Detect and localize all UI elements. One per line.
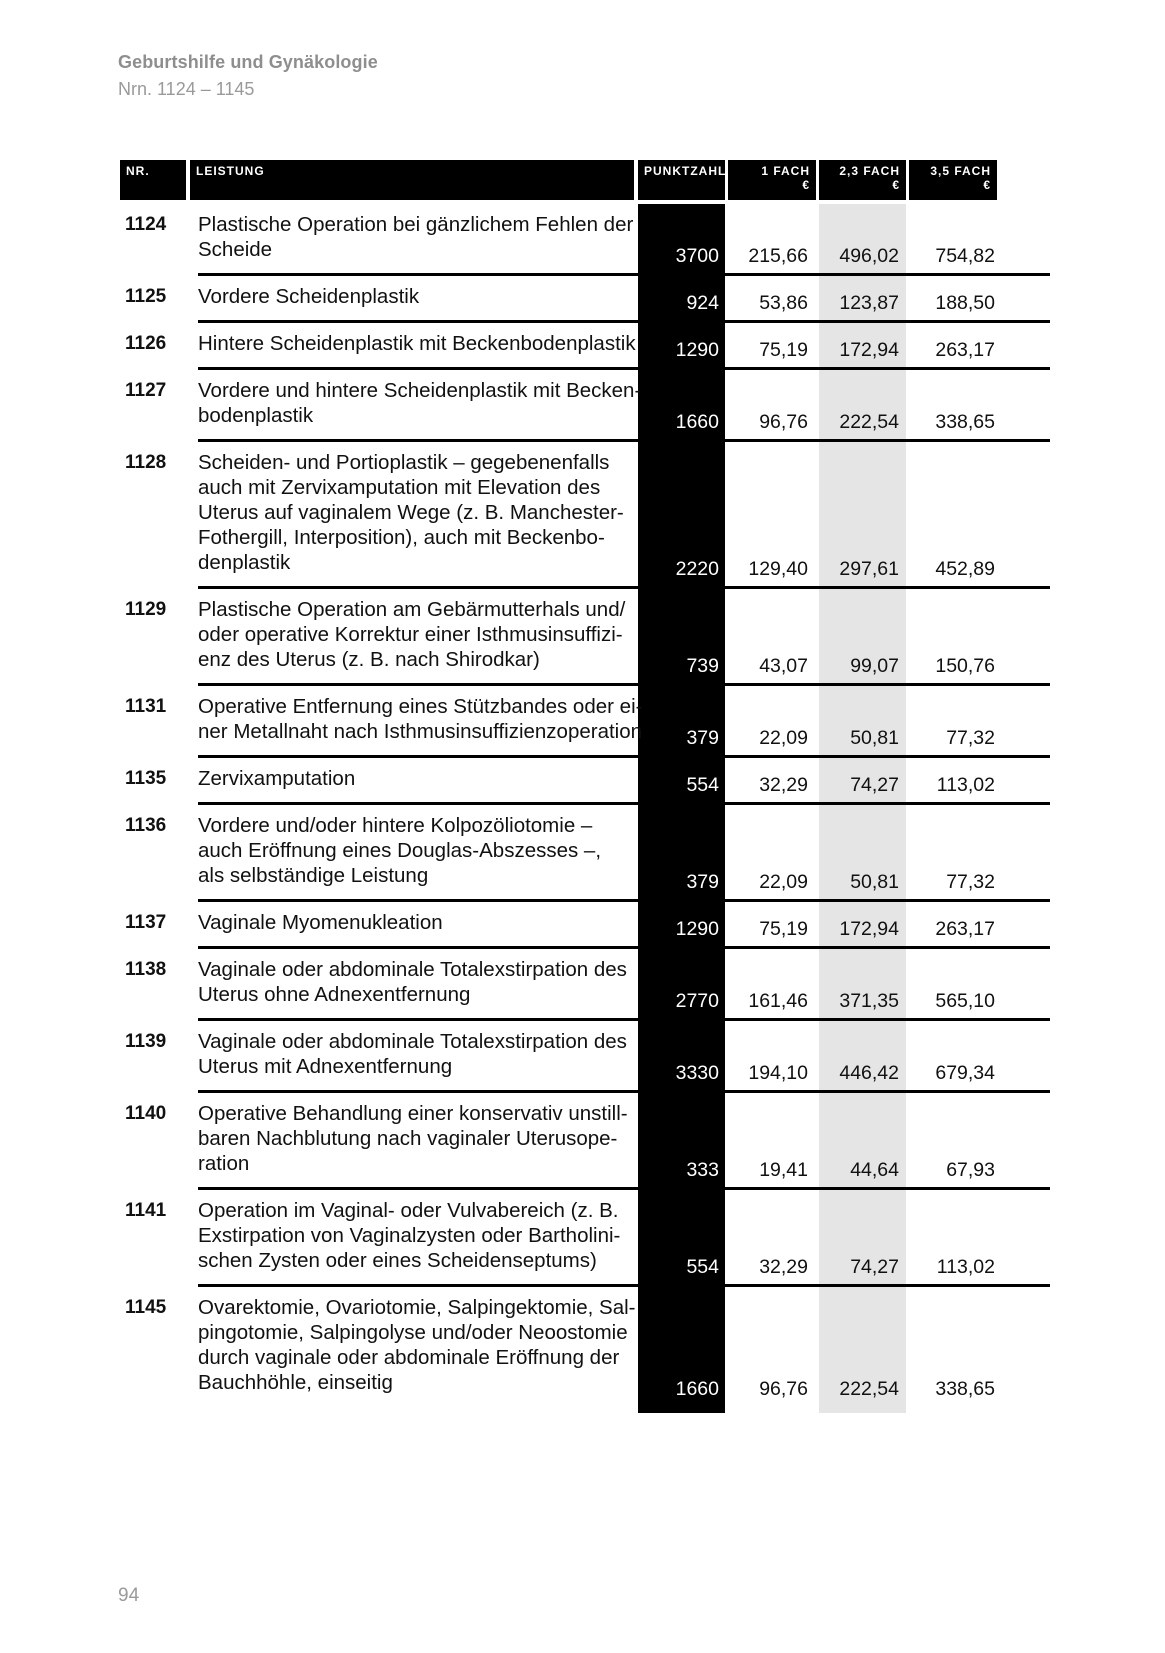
table-row (120, 1093, 1050, 1190)
leistung-line: denplastik (198, 551, 291, 574)
leistung-line: Fothergill, Interposition), auch mit Beckenbo- (198, 526, 605, 549)
row-number: 1145 (125, 1297, 167, 1318)
table-row (120, 276, 1050, 323)
row-leistung (198, 813, 668, 888)
row-2-3-fach: 50,81 (850, 727, 899, 749)
row-number: 1137 (125, 912, 167, 933)
header-leistung: LEISTUNG (190, 160, 634, 200)
leistung-line: auch Eröffnung eines Douglas-Abszesses –, (198, 839, 602, 862)
row-number: 1135 (125, 768, 167, 789)
chapter-title: Geburtshilfe und Gynäkologie (118, 52, 378, 72)
header-punktzahl: PUNKTZAHL (638, 160, 725, 200)
leistung-line: als selbständige Leistung (198, 864, 429, 887)
row-3-5-fach: 77,32 (946, 871, 995, 893)
row-punktzahl: 3700 (675, 245, 719, 267)
row-2-3-fach: 74,27 (850, 774, 899, 796)
leistung-line: Operative Entfernung eines Stützbandes oder ei- (198, 695, 643, 718)
leistung-line: baren Nachblutung nach vaginaler Uterusope- (198, 1127, 618, 1150)
row-leistung (198, 910, 668, 935)
row-1-fach: 96,76 (759, 411, 808, 433)
header-1-fach (728, 160, 816, 200)
row-1-fach: 129,40 (748, 558, 808, 580)
row-number: 1127 (125, 380, 167, 401)
table-row (120, 949, 1050, 1021)
leistung-line: Vordere und hintere Scheidenplastik mit Becken- (198, 379, 642, 402)
leistung-line: Hintere Scheidenplastik mit Beckenbodenplastik (198, 332, 636, 355)
row-2-3-fach: 297,61 (839, 558, 899, 580)
row-leistung (198, 450, 668, 575)
table-row (120, 805, 1050, 902)
table-row (120, 686, 1050, 758)
row-1-fach: 75,19 (759, 339, 808, 361)
row-1-fach: 43,07 (759, 655, 808, 677)
leistung-line: Uterus mit Adnexentfernung (198, 1055, 453, 1078)
row-punktzahl: 1660 (675, 1378, 719, 1400)
row-3-5-fach: 338,65 (935, 411, 995, 433)
row-leistung (198, 597, 668, 672)
row-1-fach: 194,10 (748, 1062, 808, 1084)
row-2-3-fach: 172,94 (839, 918, 899, 940)
table-row (120, 370, 1050, 442)
row-3-5-fach: 67,93 (946, 1159, 995, 1181)
row-2-3-fach: 446,42 (839, 1062, 899, 1084)
row-2-3-fach: 44,64 (850, 1159, 899, 1181)
leistung-line: Operation im Vaginal- oder Vulvabereich (z. B. (198, 1199, 619, 1222)
row-punktzahl: 924 (686, 292, 719, 314)
leistung-line: Bauchhöhle, einseitig (198, 1371, 393, 1394)
table-row (120, 323, 1050, 370)
leistung-line: Plastische Operation bei gänzlichem Fehlen der (198, 213, 634, 236)
leistung-line: Vordere Scheidenplastik (198, 285, 420, 308)
table-row (120, 902, 1050, 949)
row-3-5-fach: 263,17 (935, 918, 995, 940)
leistung-line: durch vaginale oder abdominale Eröffnung der (198, 1346, 620, 1369)
header-3-5-fach (909, 160, 997, 200)
leistung-line: Operative Behandlung einer konservativ unstill- (198, 1102, 628, 1125)
leistung-line: Vaginale Myomenukleation (198, 911, 443, 934)
row-3-5-fach: 188,50 (935, 292, 995, 314)
row-2-3-fach: 123,87 (839, 292, 899, 314)
row-number: 1128 (125, 452, 167, 473)
header-3-5-fach-currency: € (983, 178, 991, 192)
leistung-line: ration (198, 1152, 250, 1175)
header-2-3-fach-label: 2,3 FACH (839, 164, 900, 178)
row-leistung (198, 378, 668, 428)
leistung-line: Ovarektomie, Ovariotomie, Salpingektomie, Sal- (198, 1296, 636, 1319)
row-2-3-fach: 496,02 (839, 245, 899, 267)
row-number: 1124 (125, 214, 167, 235)
row-1-fach: 75,19 (759, 918, 808, 940)
row-number: 1131 (125, 696, 167, 717)
table-row (120, 1287, 1050, 1409)
row-punktzahl: 2220 (675, 558, 719, 580)
row-2-3-fach: 222,54 (839, 1378, 899, 1400)
leistung-line: ner Metallnaht nach Isthmusinsuffizienzoperation (198, 720, 643, 743)
row-number: 1129 (125, 599, 167, 620)
table-row (120, 204, 1050, 276)
row-leistung (198, 212, 668, 262)
row-2-3-fach: 50,81 (850, 871, 899, 893)
table-row (120, 1190, 1050, 1287)
row-1-fach: 19,41 (759, 1159, 808, 1181)
row-1-fach: 32,29 (759, 774, 808, 796)
row-2-3-fach: 371,35 (839, 990, 899, 1012)
header-1-fach-label: 1 FACH (761, 164, 810, 178)
row-leistung (198, 957, 668, 1007)
row-leistung (198, 1101, 668, 1176)
leistung-line: Uterus auf vaginalem Wege (z. B. Manchester- (198, 501, 624, 524)
row-punktzahl: 379 (686, 871, 719, 893)
row-3-5-fach: 679,34 (935, 1062, 995, 1084)
row-leistung (198, 284, 668, 309)
leistung-line: Vaginale oder abdominale Totalexstirpation des (198, 958, 627, 981)
row-1-fach: 22,09 (759, 871, 808, 893)
leistung-line: Scheide (198, 238, 273, 261)
row-1-fach: 32,29 (759, 1256, 808, 1278)
row-1-fach: 22,09 (759, 727, 808, 749)
row-3-5-fach: 113,02 (936, 1256, 995, 1278)
row-number: 1139 (125, 1031, 167, 1052)
row-leistung (198, 694, 668, 744)
leistung-line: Vaginale oder abdominale Totalexstirpation des (198, 1030, 627, 1053)
row-3-5-fach: 754,82 (935, 245, 995, 267)
leistung-line: enz des Uterus (z. B. nach Shirodkar) (198, 648, 540, 671)
page-number: 94 (118, 1585, 140, 1606)
row-punktzahl: 554 (686, 774, 719, 796)
leistung-line: Uterus ohne Adnexentfernung (198, 983, 471, 1006)
row-3-5-fach: 77,32 (946, 727, 995, 749)
row-punktzahl: 1290 (675, 339, 719, 361)
page-header (118, 52, 378, 100)
row-1-fach: 53,86 (759, 292, 808, 314)
row-punktzahl: 2770 (675, 990, 719, 1012)
row-2-3-fach: 172,94 (839, 339, 899, 361)
row-3-5-fach: 113,02 (936, 774, 995, 796)
leistung-line: pingotomie, Salpingolyse und/oder Neoostomie (198, 1321, 628, 1344)
leistung-line: Plastische Operation am Gebärmutterhals und/ (198, 598, 626, 621)
row-punktzahl: 333 (686, 1159, 719, 1181)
row-3-5-fach: 338,65 (935, 1378, 995, 1400)
row-leistung (198, 1295, 668, 1395)
row-punktzahl: 379 (686, 727, 719, 749)
header-2-3-fach-currency: € (892, 178, 900, 192)
header-3-5-fach-label: 3,5 FACH (930, 164, 991, 178)
row-leistung (198, 766, 668, 791)
row-1-fach: 161,46 (748, 990, 808, 1012)
header-2-3-fach (819, 160, 906, 200)
header-nr: NR. (120, 160, 186, 200)
chapter-subtitle: Nrn. 1124 – 1145 (118, 79, 255, 99)
row-punktzahl: 1290 (675, 918, 719, 940)
row-3-5-fach: 150,76 (935, 655, 995, 677)
row-punktzahl: 1660 (675, 411, 719, 433)
row-leistung (198, 331, 668, 356)
leistung-line: schen Zysten oder eines Scheidenseptums) (198, 1249, 597, 1272)
row-3-5-fach: 565,10 (935, 990, 995, 1012)
row-1-fach: 215,66 (748, 245, 808, 267)
row-punktzahl: 739 (686, 655, 719, 677)
row-3-5-fach: 263,17 (935, 339, 995, 361)
row-leistung (198, 1198, 668, 1273)
leistung-line: Scheiden- und Portioplastik – gegebenenfalls (198, 451, 610, 474)
leistung-line: oder operative Korrektur einer Isthmusinsuffizi- (198, 623, 623, 646)
row-number: 1125 (125, 286, 167, 307)
row-1-fach: 96,76 (759, 1378, 808, 1400)
row-leistung (198, 1029, 668, 1079)
leistung-line: Vordere und/oder hintere Kolpozöliotomie – (198, 814, 593, 837)
row-3-5-fach: 452,89 (935, 558, 995, 580)
leistung-line: Exstirpation von Vaginalzysten oder Bartholini- (198, 1224, 621, 1247)
row-number: 1126 (125, 333, 167, 354)
header-1-fach-currency: € (802, 178, 810, 192)
leistung-line: Zervixamputation (198, 767, 356, 790)
row-punktzahl: 554 (686, 1256, 719, 1278)
row-number: 1141 (125, 1200, 167, 1221)
leistung-line: auch mit Zervixamputation mit Elevation des (198, 476, 601, 499)
row-number: 1140 (125, 1103, 167, 1124)
table-row (120, 1021, 1050, 1093)
row-2-3-fach: 222,54 (839, 411, 899, 433)
row-number: 1136 (125, 815, 167, 836)
row-2-3-fach: 74,27 (850, 1256, 899, 1278)
table-row (120, 442, 1050, 589)
table-row (120, 589, 1050, 686)
table-row (120, 758, 1050, 805)
row-2-3-fach: 99,07 (850, 655, 899, 677)
leistung-line: bodenplastik (198, 404, 314, 427)
row-number: 1138 (125, 959, 167, 980)
row-punktzahl: 3330 (675, 1062, 719, 1084)
